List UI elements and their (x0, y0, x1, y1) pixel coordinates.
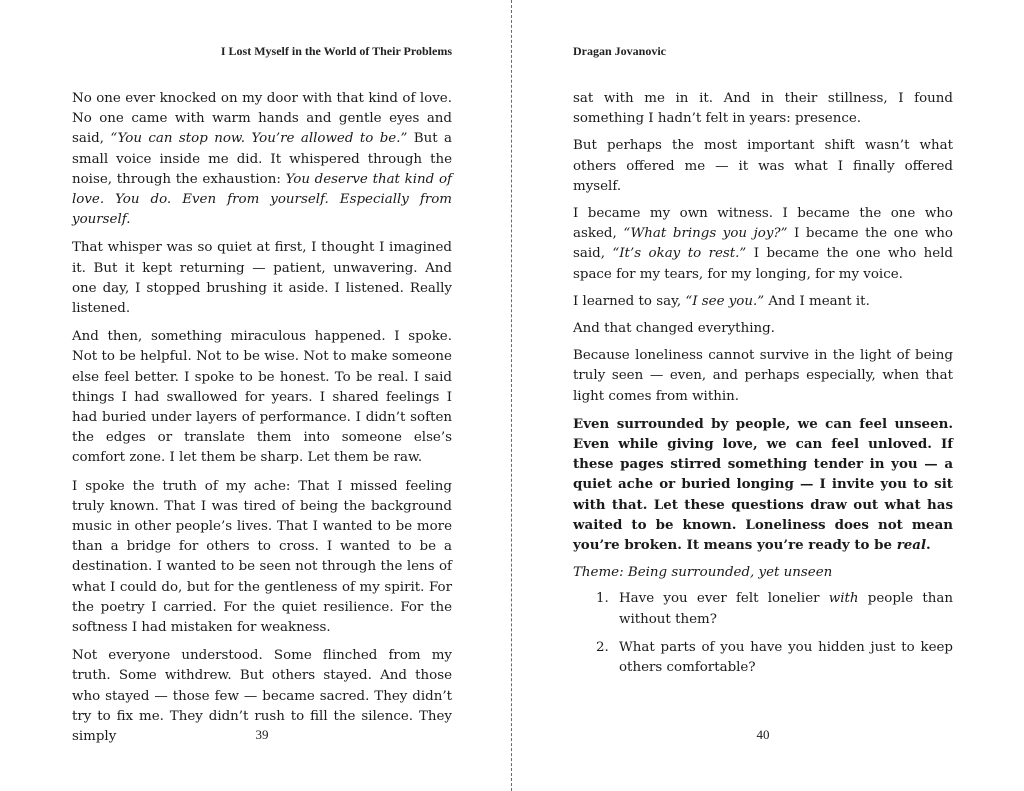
left-page-body (72, 89, 452, 755)
theme-label: Theme: Being surrounded, yet unseen (573, 565, 833, 581)
text-run: And then, something miraculous happened. I spoke. Not to be helpful. Not to be wise. Not to make someone else feel better. I spoke to be honest. To be real. I said things I had swallowed for years. I shared feelings I had buried under layers of performance. I didn’t soften the edges or translate them into someone else’s comfort zone. I let them be sharp. Let them be raw. (72, 329, 452, 466)
italic-text: real (896, 537, 927, 554)
italic-text: “I see you.” (685, 293, 765, 309)
text-run: . (926, 537, 931, 554)
paragraph (573, 346, 953, 407)
paragraph (573, 204, 953, 285)
text-run: Even surrounded by people, we can feel unseen. Even while giving love, we can feel unloved. If these pages stirred something tender in you — a quiet ache or buried longing — I invite you to sit with that. Let these questions draw out what has waited to be known. Loneliness does not mean you’re broken. It means you’re ready to be (573, 415, 953, 554)
question-number: 2. (596, 639, 609, 655)
text-run: No one ever knocked on my door with that kind of love. No one came with warm hands and gentle eyes and said, (72, 91, 452, 147)
book-spine-divider (511, 0, 512, 791)
italic-text: “It’s okay to rest.” (612, 246, 747, 262)
page-number: 39 (255, 727, 269, 742)
text-run: Because loneliness cannot survive in the light of being truly seen — even, and perhaps especially, when that light comes from within. (573, 348, 953, 404)
text-run: I learned to say, (573, 293, 686, 309)
paragraph (573, 136, 953, 197)
paragraph (573, 89, 953, 129)
paragraph (72, 238, 452, 319)
text-run: Not everyone understood. Some flinched from my truth. Some withdrew. But others stayed. And those who stayed — those few — became sacred. They didn’t try to fix me. They didn’t rush to fill the silence. They simply (72, 648, 452, 745)
text-run: people than without them? (619, 591, 953, 627)
text-run: I became the one who said, (573, 226, 953, 262)
italic-text: “What brings you joy?” (623, 226, 788, 242)
text-run: I became the one who held space for my tears, for my longing, for my voice. (573, 246, 953, 282)
italic-text: You deserve that kind of love. You do. Even from yourself. Especially from yourself. (72, 171, 452, 228)
page-number: 40 (756, 727, 770, 742)
right-page (573, 0, 953, 791)
text-run: That whisper was so quiet at first, I thought I imagined it. But it kept returning — patient, unwavering. And one day, I stopped brushing it aside. I listened. Really listened. (72, 240, 452, 317)
running-header-title: I Lost Myself in the World of Their Problems (220, 44, 452, 58)
reflection-questions (573, 589, 953, 678)
question-number: 1. (596, 591, 609, 607)
text-run: But a small voice inside me did. It whispered through the noise, through the exhaustion: (72, 131, 452, 187)
left-page (72, 0, 452, 791)
running-header-author: Dragan Jovanovic (573, 44, 666, 58)
text-run: What parts of you have you hidden just to keep others comfortable? (619, 639, 953, 676)
text-run: I became my own witness. I became the one who asked, (573, 206, 953, 242)
question-text (619, 640, 953, 675)
question-item (573, 589, 953, 629)
paragraph (72, 477, 452, 639)
text-run: I spoke the truth of my ache: That I missed feeling truly known. That I was tired of being the background music in other people’s lives. That I wanted to be more than a bridge for others to cross. I wanted to be a destination. I wanted to be seen not through the lens of what I could do, but for the gentleness of my spirit. For the poetry I carried. For the quiet resilience. For the softness I had mistaken for weakness. (72, 478, 452, 636)
reflection-callout (573, 414, 953, 555)
italic-text: with (828, 591, 859, 607)
right-page-body (573, 89, 953, 686)
text-run: And that changed everything. (573, 321, 775, 337)
paragraph (573, 319, 953, 339)
italic-text: “You can stop now. You’re allowed to be.” (110, 131, 408, 147)
text-run: Have you ever felt lonelier (619, 591, 829, 607)
text-run: But perhaps the most important shift wasn’t what others offered me — it was what I finally offered myself. (573, 138, 953, 194)
question-text (619, 591, 953, 626)
paragraph (573, 292, 953, 312)
paragraph (72, 89, 452, 230)
question-item (573, 638, 953, 678)
text-run: sat with me in it. And in their stillness, I found something I hadn’t felt in years: presence. (573, 91, 953, 127)
text-run: And I meant it. (764, 293, 870, 309)
paragraph (72, 327, 452, 468)
